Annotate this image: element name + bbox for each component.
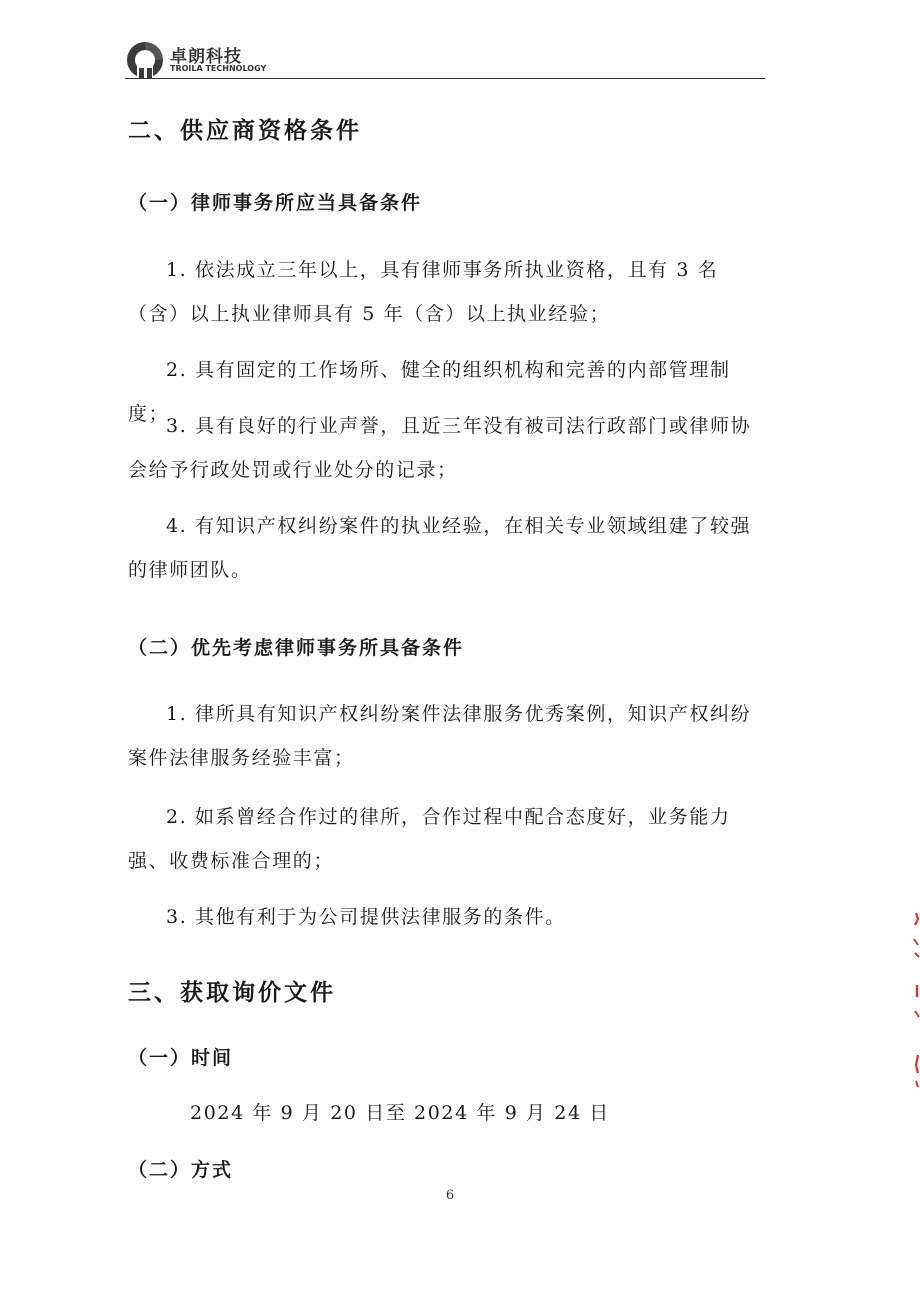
- logo-english-name: TROILA TECHNOLOGY: [170, 64, 267, 73]
- s2-2-item-1-text: 1. 律所具有知识产权纠纷案件法律服务优秀案例，知识产权纠纷案件法律服务经验丰富；: [128, 703, 752, 769]
- logo-chinese-name: 卓朗科技: [170, 47, 242, 67]
- s2-2-item-3: [128, 895, 768, 939]
- section-3-title: 三、获取询价文件: [128, 980, 336, 1006]
- s2-2-item-3-text: 3. 其他有利于为公司提供法律服务的条件。: [166, 906, 566, 928]
- s2-2-item-2-text: 2. 如系曾经合作过的律所，合作过程中配合态度好，业务能力强、收费标准合理的；: [128, 806, 731, 872]
- section-2-2-title: （二）优先考虑律师事务所具备条件: [128, 637, 465, 659]
- s2-2-item-1: [128, 692, 768, 780]
- s2-1-item-1-text: 1. 依法成立三年以上，具有律师事务所执业资格，且有 3 名（含）以上执业律师具有 5 年（含）以上执业经验；: [128, 259, 719, 325]
- s2-2-item-2: [128, 795, 768, 883]
- page-header: [125, 38, 765, 82]
- s2-1-item-4-text: 4. 有知识产权纠纷案件的执业经验，在相关专业领域组建了较强的律师团队。: [128, 515, 752, 581]
- seal-edge-icon: [906, 905, 920, 1095]
- header-divider: [125, 78, 765, 79]
- s2-1-item-3-text: 3. 具有良好的行业声誉，且近三年没有被司法行政部门或律师协会给予行政处罚或行业处分的记录；: [128, 415, 752, 481]
- section-2-title: 二、供应商资格条件: [128, 118, 362, 144]
- s2-1-item-2-text: 2. 具有固定的工作场所、健全的组织机构和完善的内部管理制度；: [128, 359, 731, 425]
- section-3-1-title: （一）时间: [128, 1047, 234, 1069]
- section-2-1-title: （一）律师事务所应当具备条件: [128, 192, 423, 214]
- troila-logo-icon: [125, 40, 165, 78]
- s2-1-item-1: [128, 248, 768, 336]
- s3-1-date-range: 2024 年 9 月 20 日至 2024 年 9 月 24 日: [190, 1102, 610, 1124]
- s2-1-item-3: [128, 404, 768, 492]
- page-number: 6: [445, 1188, 455, 1203]
- s2-1-item-4: [128, 504, 768, 592]
- section-3-2-title: （二）方式: [128, 1159, 234, 1181]
